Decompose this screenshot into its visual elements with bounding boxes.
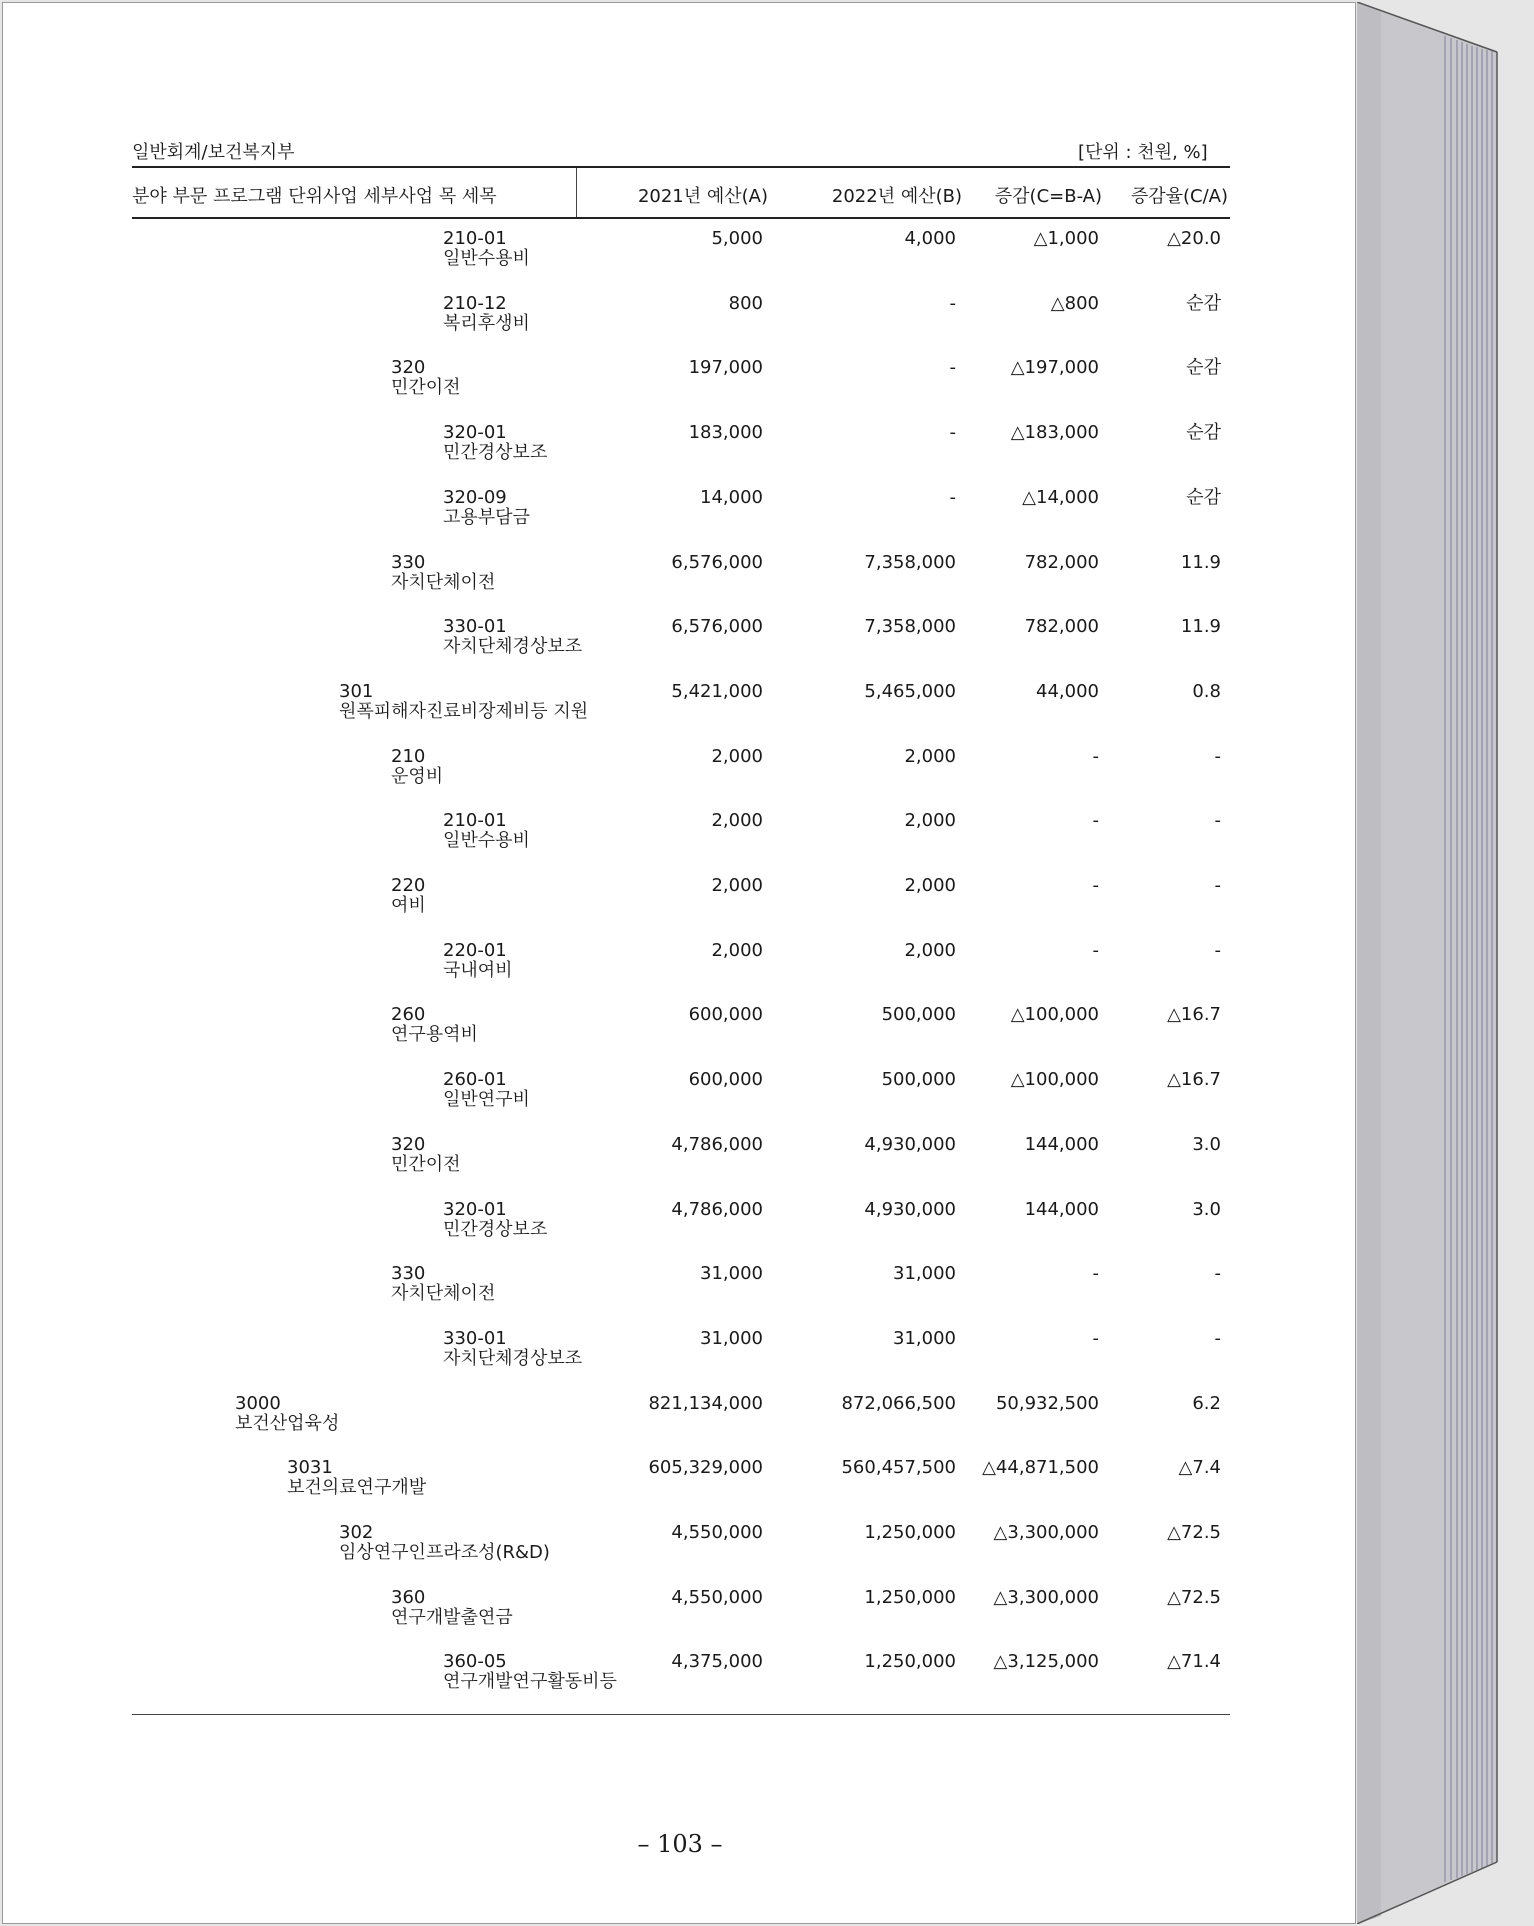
table-row: [3, 747, 1233, 811]
section-title: 일반회계/보건복지부: [132, 142, 295, 163]
row-name: 연구용역비: [391, 1024, 478, 1045]
row-budget-2021: 31,000: [700, 1328, 763, 1349]
row-budget-2021: 183,000: [688, 422, 763, 443]
table-row: [3, 1394, 1233, 1458]
row-code: 210-01: [443, 810, 507, 831]
row-name: 자치단체경상보조: [443, 1348, 583, 1369]
row-budget-2022: -: [949, 293, 956, 314]
table-row: [3, 423, 1233, 487]
row-budget-2021: 4,786,000: [671, 1199, 763, 1220]
row-change-rate: -: [1214, 1263, 1221, 1284]
row-name: 보건의료연구개발: [287, 1477, 427, 1498]
row-code: 330-01: [443, 1328, 507, 1349]
header-column-separator: [576, 168, 577, 217]
row-change: △100,000: [1010, 1069, 1099, 1090]
row-budget-2021: 6,576,000: [671, 616, 763, 637]
row-name: 고용부담금: [443, 507, 530, 528]
row-budget-2022: 560,457,500: [841, 1457, 956, 1478]
row-budget-2021: 2,000: [711, 746, 763, 767]
row-budget-2021: 821,134,000: [648, 1393, 763, 1414]
row-code: 330: [391, 1263, 426, 1284]
row-name: 복리후생비: [443, 313, 530, 334]
row-change-rate: -: [1214, 875, 1221, 896]
row-change-rate: 순감: [1186, 422, 1221, 443]
row-change: -: [1092, 746, 1099, 767]
table-row: [3, 1329, 1233, 1393]
row-budget-2022: -: [949, 422, 956, 443]
header-budget-2022: 2022년 예산(B): [831, 186, 962, 207]
row-change: △800: [1050, 293, 1099, 314]
row-change-rate: 순감: [1186, 487, 1221, 508]
row-budget-2021: 6,576,000: [671, 552, 763, 573]
table-row: [3, 682, 1233, 746]
table-row: [3, 1005, 1233, 1069]
row-budget-2021: 4,375,000: [671, 1651, 763, 1672]
row-code: 320-01: [443, 1199, 507, 1220]
row-change: △1,000: [1033, 228, 1099, 249]
row-change-rate: △16.7: [1167, 1069, 1221, 1090]
row-change-rate: 0.8: [1192, 681, 1221, 702]
row-code: 210-01: [443, 228, 507, 249]
row-name: 자치단체경상보조: [443, 636, 583, 657]
table-row: [3, 1264, 1233, 1328]
row-name: 자치단체이전: [391, 572, 496, 593]
row-change-rate: -: [1214, 746, 1221, 767]
row-change-rate: △72.5: [1167, 1587, 1221, 1608]
header-structure: 분야 부문 프로그램 단위사업 세부사업 목 세목: [132, 186, 497, 207]
row-budget-2022: 4,930,000: [864, 1199, 956, 1220]
row-change: -: [1092, 810, 1099, 831]
table-row: [3, 294, 1233, 358]
row-name: 자치단체이전: [391, 1283, 496, 1304]
row-budget-2022: 2,000: [904, 810, 956, 831]
row-change: -: [1092, 1328, 1099, 1349]
row-code: 3031: [287, 1457, 333, 1478]
row-code: 3000: [235, 1393, 281, 1414]
row-change: -: [1092, 1263, 1099, 1284]
table-row: [3, 1200, 1233, 1264]
row-change: 782,000: [1024, 616, 1099, 637]
row-budget-2021: 600,000: [688, 1004, 763, 1025]
row-change: -: [1092, 940, 1099, 961]
row-budget-2022: 872,066,500: [841, 1393, 956, 1414]
row-change-rate: △7.4: [1178, 1457, 1221, 1478]
row-name: 여비: [391, 895, 426, 916]
table-top-rule: [132, 166, 1230, 168]
row-change-rate: △20.0: [1167, 228, 1221, 249]
row-name: 민간경상보조: [443, 442, 548, 463]
row-change-rate: 순감: [1186, 293, 1221, 314]
row-code: 301: [339, 681, 374, 702]
row-budget-2022: 7,358,000: [864, 616, 956, 637]
table-row: [3, 488, 1233, 552]
unit-label: [단위 : 천원, %]: [1078, 142, 1208, 163]
row-change: -: [1092, 875, 1099, 896]
table-row: [3, 876, 1233, 940]
row-change-rate: 6.2: [1192, 1393, 1221, 1414]
table-row: [3, 1135, 1233, 1199]
row-code: 320-09: [443, 487, 507, 508]
row-budget-2022: 1,250,000: [864, 1587, 956, 1608]
row-code: 302: [339, 1522, 374, 1543]
row-change: △183,000: [1010, 422, 1099, 443]
row-change-rate: 11.9: [1180, 552, 1221, 573]
row-change: △3,300,000: [993, 1522, 1099, 1543]
table-row: [3, 617, 1233, 681]
row-change-rate: 순감: [1186, 357, 1221, 378]
table-row: [3, 1070, 1233, 1134]
table-row: [3, 1458, 1233, 1522]
row-budget-2022: 500,000: [881, 1069, 956, 1090]
row-change: △3,125,000: [993, 1651, 1099, 1672]
header-change: 증감(C=B-A): [994, 186, 1102, 207]
row-change: △100,000: [1010, 1004, 1099, 1025]
row-budget-2022: 4,000: [904, 228, 956, 249]
row-budget-2021: 197,000: [688, 357, 763, 378]
row-change-rate: -: [1214, 810, 1221, 831]
table-row: [3, 229, 1233, 293]
row-name: 연구개발출연금: [391, 1607, 513, 1628]
row-change: 44,000: [1036, 681, 1099, 702]
row-change-rate: 3.0: [1192, 1134, 1221, 1155]
row-name: 보건산업육성: [235, 1413, 340, 1434]
row-budget-2021: 2,000: [711, 940, 763, 961]
row-name: 임상연구인프라조성(R&D): [339, 1542, 550, 1563]
row-budget-2022: -: [949, 487, 956, 508]
row-budget-2021: 4,786,000: [671, 1134, 763, 1155]
row-budget-2022: 31,000: [893, 1328, 956, 1349]
row-change: △3,300,000: [993, 1587, 1099, 1608]
table-row: [3, 1652, 1233, 1716]
row-code: 220: [391, 875, 426, 896]
table-row: [3, 811, 1233, 875]
row-change-rate: 11.9: [1180, 616, 1221, 637]
row-code: 210: [391, 746, 426, 767]
row-budget-2022: 5,465,000: [864, 681, 956, 702]
row-name: 원폭피해자진료비장제비등 지원: [339, 701, 589, 722]
header-change-rate: 증감율(C/A): [1130, 186, 1228, 207]
row-change: 144,000: [1024, 1199, 1099, 1220]
table-row: [3, 1523, 1233, 1587]
row-name: 연구개발연구활동비등: [443, 1671, 617, 1692]
document-page: [2, 2, 1356, 1924]
row-name: 운영비: [391, 766, 444, 787]
row-change-rate: △72.5: [1167, 1522, 1221, 1543]
table-header-rule: [132, 217, 1230, 219]
row-code: 210-12: [443, 293, 507, 314]
row-budget-2022: 500,000: [881, 1004, 956, 1025]
row-change-rate: 3.0: [1192, 1199, 1221, 1220]
table-row: [3, 553, 1233, 617]
row-name: 국내여비: [443, 960, 513, 981]
row-name: 일반수용비: [443, 830, 530, 851]
row-change: △44,871,500: [982, 1457, 1099, 1478]
row-budget-2021: 4,550,000: [671, 1587, 763, 1608]
row-budget-2021: 5,000: [711, 228, 763, 249]
row-code: 320: [391, 1134, 426, 1155]
row-budget-2022: 1,250,000: [864, 1522, 956, 1543]
row-budget-2021: 4,550,000: [671, 1522, 763, 1543]
row-name: 민간경상보조: [443, 1219, 548, 1240]
row-name: 일반수용비: [443, 248, 530, 269]
row-code: 260-01: [443, 1069, 507, 1090]
row-budget-2022: 7,358,000: [864, 552, 956, 573]
row-code: 320: [391, 357, 426, 378]
row-change: 782,000: [1024, 552, 1099, 573]
row-budget-2022: 2,000: [904, 875, 956, 896]
row-name: 민간이전: [391, 1154, 461, 1175]
book-page-edges: [1357, 2, 1507, 1924]
row-change: △197,000: [1010, 357, 1099, 378]
row-name: 일반연구비: [443, 1089, 530, 1110]
page-number: – 103 –: [637, 1830, 723, 1858]
row-code: 360-05: [443, 1651, 507, 1672]
row-code: 330-01: [443, 616, 507, 637]
row-budget-2022: -: [949, 357, 956, 378]
row-change-rate: -: [1214, 940, 1221, 961]
row-code: 220-01: [443, 940, 507, 961]
table-bottom-rule: [132, 1714, 1230, 1715]
row-budget-2021: 2,000: [711, 875, 763, 896]
row-name: 민간이전: [391, 377, 461, 398]
table-row: [3, 1588, 1233, 1652]
row-change: △14,000: [1022, 487, 1099, 508]
row-budget-2021: 2,000: [711, 810, 763, 831]
row-budget-2021: 14,000: [700, 487, 763, 508]
header-budget-2021: 2021년 예산(A): [637, 186, 768, 207]
table-row: [3, 941, 1233, 1005]
row-change: 144,000: [1024, 1134, 1099, 1155]
row-code: 330: [391, 552, 426, 573]
row-budget-2022: 4,930,000: [864, 1134, 956, 1155]
row-code: 320-01: [443, 422, 507, 443]
row-budget-2022: 2,000: [904, 940, 956, 961]
row-code: 260: [391, 1004, 426, 1025]
row-budget-2021: 600,000: [688, 1069, 763, 1090]
row-budget-2022: 2,000: [904, 746, 956, 767]
row-budget-2021: 605,329,000: [648, 1457, 763, 1478]
row-budget-2021: 800: [728, 293, 763, 314]
row-code: 360: [391, 1587, 426, 1608]
row-change: 50,932,500: [995, 1393, 1099, 1414]
row-change-rate: △16.7: [1167, 1004, 1221, 1025]
row-change-rate: △71.4: [1167, 1651, 1221, 1672]
row-budget-2021: 5,421,000: [671, 681, 763, 702]
row-budget-2021: 31,000: [700, 1263, 763, 1284]
row-budget-2022: 1,250,000: [864, 1651, 956, 1672]
row-change-rate: -: [1214, 1328, 1221, 1349]
table-row: [3, 358, 1233, 422]
row-budget-2022: 31,000: [893, 1263, 956, 1284]
